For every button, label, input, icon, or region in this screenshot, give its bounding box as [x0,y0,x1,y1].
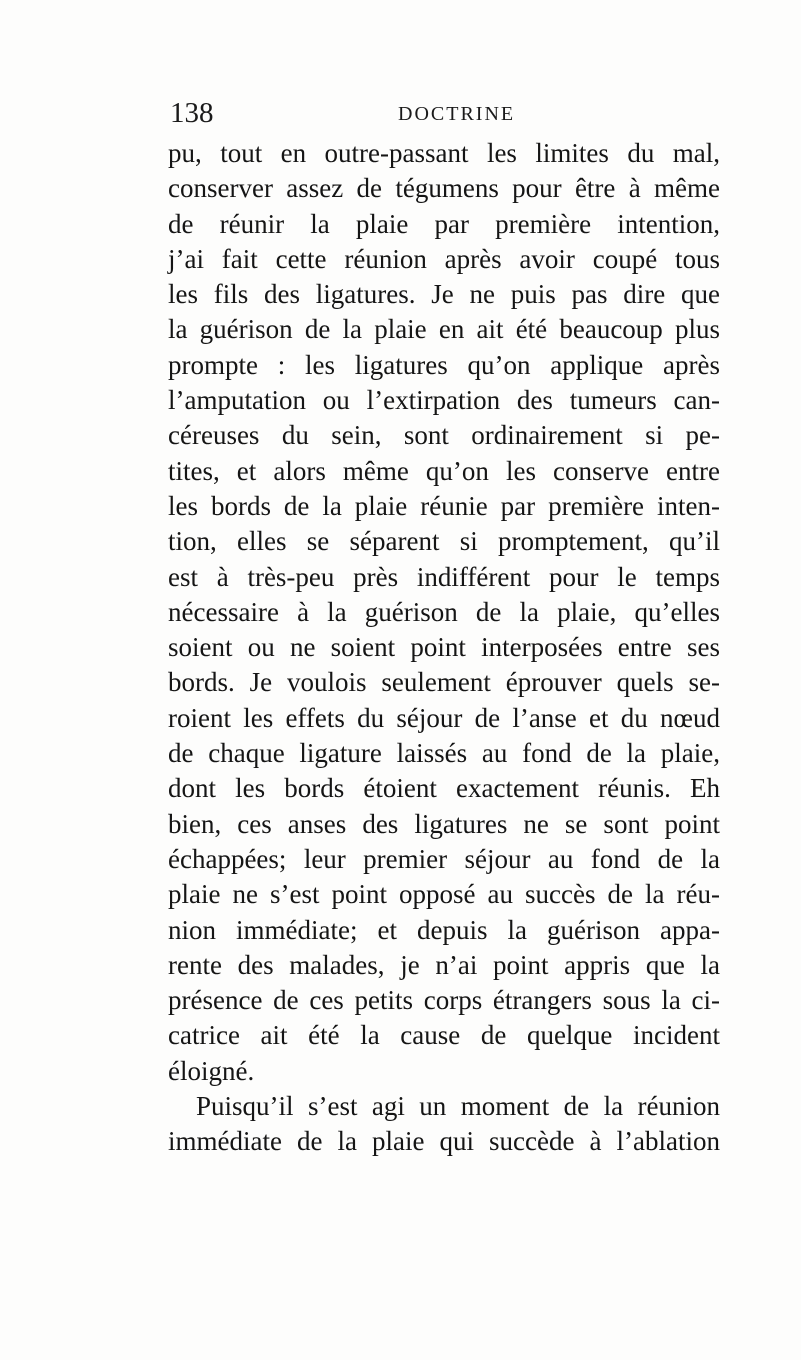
text-line: pu, tout en outre-passant les limites du mal, [168,138,720,168]
text-line: j’ai fait cette réunion après avoir coupé tous [168,243,720,274]
text-line: Puisqu’il s’est agi un moment de la réunion [196,1091,720,1122]
text-line: bords. Je voulois seulement éprouver quels se- [168,667,720,698]
page-number: 138 [170,97,214,129]
text-line: conserver assez de tégumens pour être à même [168,173,720,204]
text-line: tion, elles se séparent si promptement, qu’il [168,526,720,557]
page-header [170,96,718,136]
text-line: céreuses du sein, sont ordinairement si pe- [168,420,720,451]
text-line: les fils des ligatures. Je ne puis pas dire que [168,279,720,310]
text-line: prompte : les ligatures qu’on applique après [168,349,720,380]
text-line: catrice ait été la cause de quelque incident [168,1020,720,1051]
running-title: DOCTRINE [398,103,516,125]
text-line: plaie ne s’est point opposé au succès de la réu- [168,879,720,910]
body-text [168,136,720,1160]
text-line: rente des malades, je n’ai point appris que la [168,949,720,980]
text-line: est à très-peu près indifférent pour le temps [168,561,720,592]
text-line: éloigné. [168,1055,255,1086]
text-line: nion immédiate; et depuis la guérison appa- [168,914,720,945]
text-line: l’amputation ou l’extirpation des tumeurs can- [168,385,720,416]
text-line: roient les effets du séjour de l’anse et du nœud [168,702,720,733]
text-line: de chaque ligature laissés au fond de la plaie, [168,738,720,769]
text-line: tites, et alors même qu’on les conserve entre [168,455,720,486]
text-line: immédiate de la plaie qui succède à l’ablation [168,1126,720,1157]
text-line: bien, ces anses des ligatures ne se sont point [168,808,720,839]
text-line: la guérison de la plaie en ait été beaucoup plus [168,314,720,345]
text-line: échappées; leur premier séjour au fond de la [168,843,720,874]
text-line: les bords de la plaie réunie par première inten- [168,490,720,521]
text-line: présence de ces petits corps étrangers sous la ci- [168,985,720,1016]
text-line: nécessaire à la guérison de la plaie, qu’elles [168,596,720,627]
text-line: soient ou ne soient point interposées entre ses [168,632,720,663]
text-line: dont les bords étoient exactement réunis. Eh [168,773,720,804]
text-line: de réunir la plaie par première intention, [168,208,720,239]
